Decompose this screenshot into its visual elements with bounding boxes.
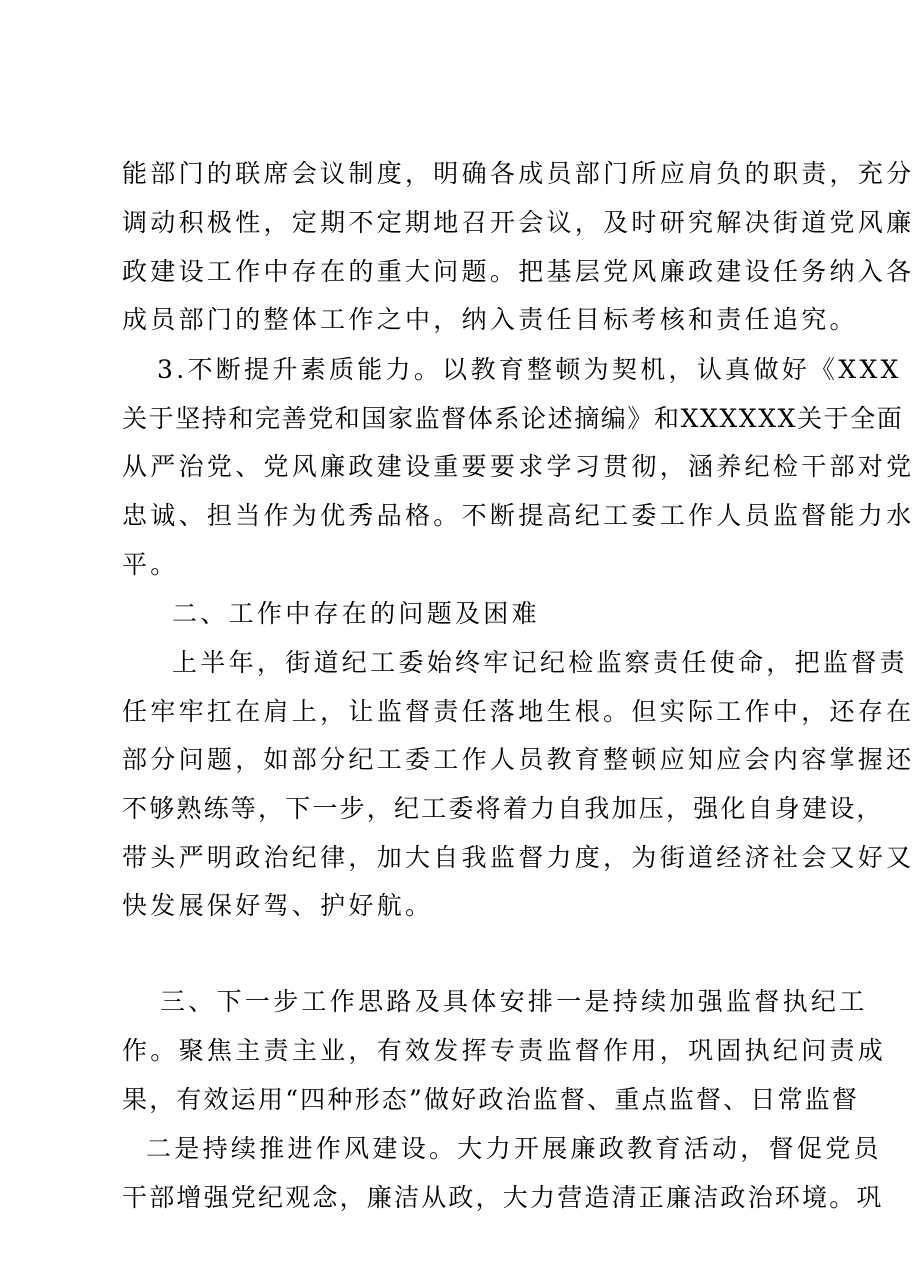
- paragraph-4-line-2: 作。聚焦主责主业，有效发挥专责监督作用，巩固执纪问责成: [122, 1036, 887, 1065]
- paragraph-3-line-1: 上半年，街道纪工委始终牢记纪检监察责任使命，把监督责: [172, 648, 908, 677]
- paragraph-2-line-5: 平。: [122, 550, 179, 579]
- paragraph-3-line-6: 快发展保好驾、护好航。: [122, 891, 434, 920]
- paragraph-5-line-2: 干部增强党纪观念，廉洁从政，大力营造清正廉洁政治环境。巩: [122, 1183, 884, 1212]
- paragraph-2-line-4: 忠诚、担当作为优秀品格。不断提高纪工委工作人员监督能力水: [122, 501, 914, 530]
- paragraph-3-line-4: 不够熟练等，下一步，纪工委将着力自我加压，强化自身建设，: [122, 794, 884, 823]
- paragraph-4-line-1: 三、下一步工作思路及具体安排一是持续加强监督执纪工: [160, 987, 868, 1016]
- paragraph-2-line-2: 关于坚持和完善党和国家监督体系论述摘编》和XXXXXX关于全面: [122, 404, 904, 433]
- paragraph-5-line-1: 二是持续推进作风建设。大力开展廉政教育活动，督促党员: [146, 1134, 882, 1163]
- paragraph-1-line-2: 调动积极性，定期不定期地召开会议，及时研究解决街道党风廉: [122, 208, 914, 237]
- paragraph-3-line-3: 部分问题，如部分纪工委工作人员教育整顿应知应会内容掌握还: [122, 745, 914, 774]
- paragraph-4-line-3: 果，有效运用“四种形态”做好政治监督、重点监督、日常监督: [122, 1085, 860, 1114]
- paragraph-1-line-3: 政建设工作中存在的重大问题。把基层党风廉政建设任务纳入各: [122, 257, 914, 286]
- paragraph-3-line-5: 带头严明政治纪律，加大自我监督力度，为街道经济社会又好又: [122, 843, 914, 872]
- paragraph-1-line-4: 成员部门的整体工作之中，纳入责任目标考核和责任追究。: [122, 305, 858, 334]
- section-heading-2: 二、工作中存在的问题及困难: [172, 599, 540, 628]
- paragraph-3-line-2: 任牢牢扛在肩上，让监督责任落地生根。但实际工作中，还存在: [122, 697, 914, 726]
- paragraph-2-line-3: 从严治党、党风廉政建设重要要求学习贯彻，涵养纪检干部对党: [122, 452, 914, 481]
- paragraph-2-line-1: 3.不断提升素质能力。以教育整顿为契机，认真做好《XXX: [157, 355, 902, 384]
- paragraph-1-line-1: 能部门的联席会议制度，明确各成员部门所应肩负的职责，充分: [122, 159, 914, 188]
